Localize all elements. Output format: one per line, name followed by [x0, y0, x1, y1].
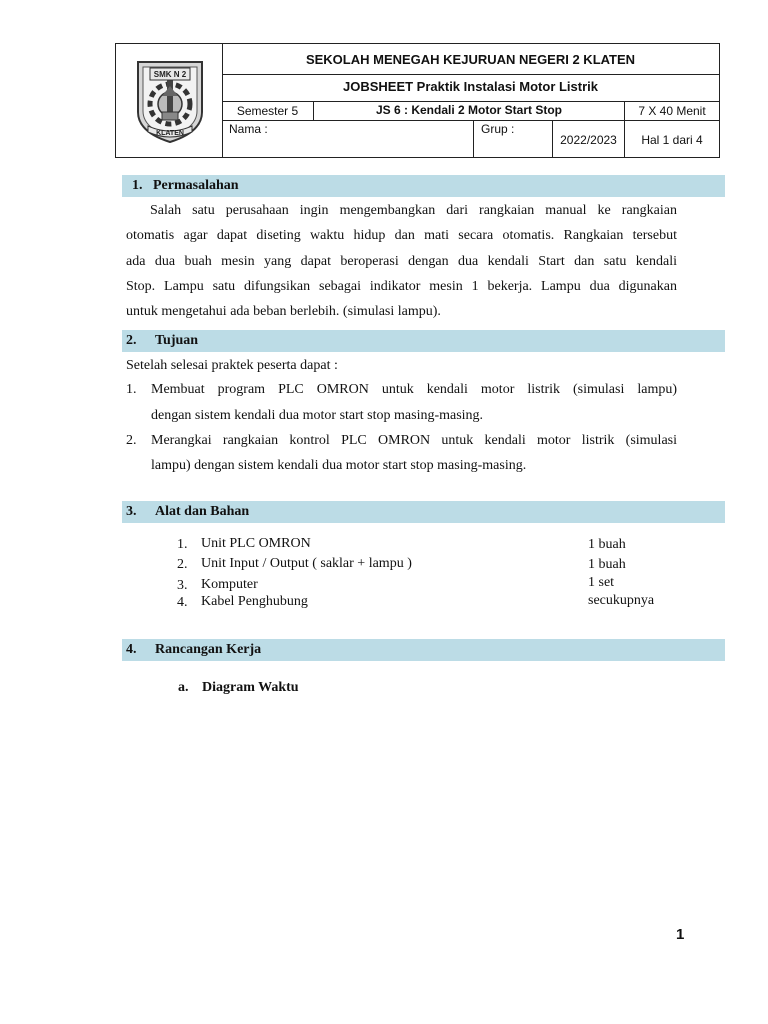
divider — [222, 101, 719, 102]
alat-qty: 1 buah — [588, 537, 626, 552]
alat-qty: secukupnya — [588, 593, 655, 608]
subsection-number: a. — [178, 680, 189, 695]
duration-cell: 7 X 40 Menit — [638, 104, 706, 118]
permasalahan-text — [126, 198, 677, 324]
logo-text-top: SMK N 2 — [153, 70, 187, 79]
divider — [222, 74, 719, 75]
tujuan-item-line: Merangkai rangkaian kontrol PLC OMRON untuk kendali motor listrik (simulasi — [151, 433, 677, 448]
alat-qty: 1 set — [588, 575, 615, 590]
section-number: 3. — [126, 504, 137, 519]
page-number: 1 — [676, 926, 685, 943]
page-info-cell: Hal 1 dari 4 — [641, 133, 703, 147]
tujuan-item-line: dengan sistem kendali dua motor start stop masing-masing. — [151, 408, 484, 423]
section-header-rancangan-kerja — [122, 639, 725, 661]
semester-cell: Semester 5 — [236, 104, 299, 118]
section-title: Permasalahan — [153, 178, 239, 193]
alat-name: Unit Input / Output ( saklar + lampu ) — [201, 556, 412, 571]
tujuan-intro: Setelah selesai praktek peserta dapat : — [126, 358, 338, 373]
paragraph-line: untuk mengetahui ada beban berlebih. (simulasi lampu). — [126, 304, 441, 320]
tujuan-item-number: 2. — [126, 433, 137, 448]
alat-name: Kabel Penghubung — [201, 594, 308, 609]
tujuan-item-line: lampu) dengan sistem kendali dua motor start stop masing-masing. — [151, 458, 527, 473]
paragraph-line: ada dua buah mesin yang dapat beroperasi dengan dua kendali Start dan satu kendali — [126, 253, 677, 269]
alat-number: 2. — [177, 557, 188, 572]
section-header-tujuan — [122, 330, 725, 352]
section-header-permasalahan — [122, 175, 725, 197]
js-title-cell: JS 6 : Kendali 2 Motor Start Stop — [375, 103, 563, 117]
header-table — [115, 43, 720, 158]
alat-qty: 1 buah — [588, 557, 626, 572]
tujuan-item-line: Membuat program PLC OMRON untuk kendali motor listrik (simulasi lampu) — [151, 382, 677, 397]
alat-number: 1. — [177, 537, 188, 552]
nama-cell: Nama : — [229, 122, 268, 136]
grup-cell: Grup : — [481, 122, 515, 136]
paragraph-line: otomatis agar dapat diseting waktu hidup dan mati secara otomatis. Rangkaian tersebut — [126, 228, 677, 244]
section-number: 4. — [126, 642, 137, 657]
school-logo — [134, 56, 206, 144]
alat-name: Komputer — [201, 577, 258, 592]
divider — [222, 120, 719, 121]
paragraph-line: Stop. Lampu satu difungsikan sebagai indikator mesin 1 bekerja. Lampu dua digunakan — [126, 278, 677, 294]
logo-text-bottom: KLATEN — [156, 130, 184, 137]
section-header-alat-bahan — [122, 501, 725, 523]
section-number: 1. — [132, 178, 143, 193]
year-cell: 2022/2023 — [560, 133, 617, 147]
section-number: 2. — [126, 333, 137, 348]
section-title: Alat dan Bahan — [155, 504, 250, 519]
section-title: Tujuan — [155, 333, 199, 348]
jobsheet-label: JOBSHEET — [342, 79, 414, 94]
jobsheet-title — [222, 79, 719, 94]
jobsheet-subject: Praktik Instalasi Motor Listrik — [413, 79, 599, 94]
section-title: Rancangan Kerja — [155, 642, 262, 657]
tujuan-item-number: 1. — [126, 382, 137, 397]
divider — [473, 120, 474, 157]
subsection-title: Diagram Waktu — [202, 680, 299, 695]
paragraph-line: Salah satu perusahaan ingin mengembangkan dari rangkaian manual ke rangkaian — [150, 203, 677, 218]
alat-number: 3. — [177, 578, 188, 593]
alat-name: Unit PLC OMRON — [201, 536, 311, 551]
alat-number: 4. — [177, 595, 188, 610]
school-name: SEKOLAH MENEGAH KEJURUAN NEGERI 2 KLATEN — [305, 52, 636, 67]
